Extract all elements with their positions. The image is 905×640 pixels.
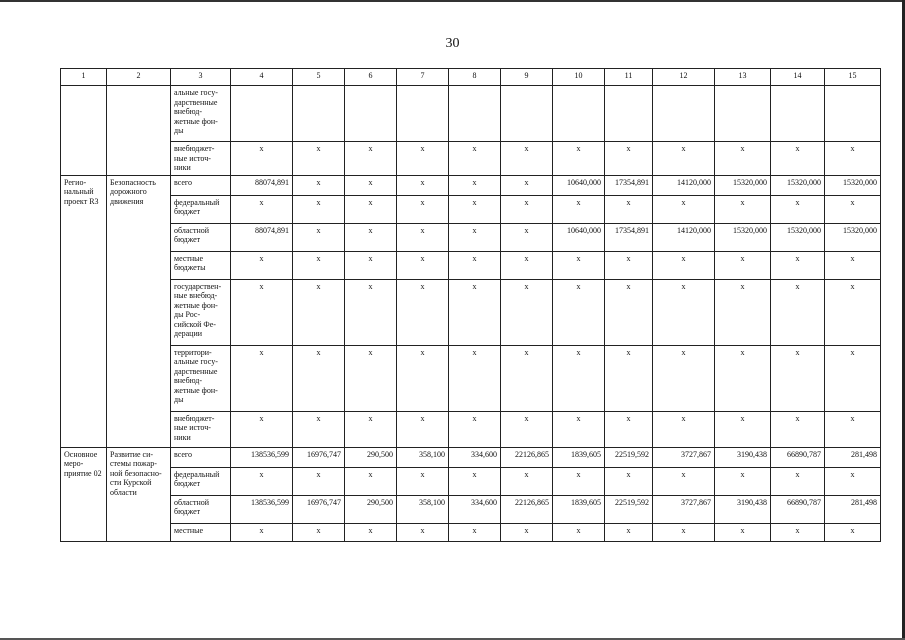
value-cell: x [715, 279, 771, 345]
header-cell: 1 [61, 69, 107, 86]
value-cell [605, 86, 653, 142]
value-cell: x [553, 195, 605, 223]
value-cell: x [231, 467, 293, 495]
header-cell: 15 [825, 69, 881, 86]
value-cell: x [605, 195, 653, 223]
value-cell: x [653, 345, 715, 411]
value-cell: 16976,747 [293, 495, 345, 523]
table-row [61, 251, 881, 279]
value-cell: x [345, 142, 397, 176]
value-cell: 3190,438 [715, 447, 771, 467]
value-cell: 334,600 [449, 495, 501, 523]
value-cell: 138536,599 [231, 447, 293, 467]
value-cell: x [653, 467, 715, 495]
header-cell: 9 [501, 69, 553, 86]
value-cell: x [449, 467, 501, 495]
value-cell: 22519,592 [605, 495, 653, 523]
value-cell: 14120,000 [653, 175, 715, 195]
value-cell: x [825, 142, 881, 176]
value-cell: x [715, 142, 771, 176]
value-cell [293, 86, 345, 142]
value-cell: 15320,000 [825, 175, 881, 195]
value-cell: x [653, 195, 715, 223]
value-cell: x [501, 279, 553, 345]
value-cell: x [449, 223, 501, 251]
value-cell: 15320,000 [825, 223, 881, 251]
header-cell: 12 [653, 69, 715, 86]
table-row [61, 223, 881, 251]
source-label-cell: государствен-ные внебюд-жетные фон-ды Рос-сийской Фе-дерации [171, 279, 231, 345]
header-row [61, 69, 881, 86]
value-cell: x [293, 195, 345, 223]
scan-edge-top [0, 0, 905, 2]
value-cell: x [345, 279, 397, 345]
value-cell: x [715, 251, 771, 279]
value-cell: 15320,000 [715, 175, 771, 195]
value-cell: x [345, 523, 397, 541]
value-cell: x [501, 175, 553, 195]
source-label-cell: альные госу-дарственные внебюд-жетные фон-ды [171, 86, 231, 142]
value-cell: x [293, 523, 345, 541]
value-cell: x [449, 195, 501, 223]
value-cell: x [397, 195, 449, 223]
value-cell: x [501, 467, 553, 495]
value-cell: x [397, 223, 449, 251]
value-cell: 290,500 [345, 447, 397, 467]
value-cell: x [449, 142, 501, 176]
source-label-cell: федеральный бюджет [171, 467, 231, 495]
value-cell: x [825, 523, 881, 541]
table-row [61, 279, 881, 345]
program-cell: Регио-нальный проект R3 [61, 175, 107, 447]
value-cell: x [449, 345, 501, 411]
source-label-cell: федеральный бюджет [171, 195, 231, 223]
table-row [61, 495, 881, 523]
value-cell: x [771, 523, 825, 541]
source-label-cell: всего [171, 175, 231, 195]
page-number: 30 [445, 36, 460, 51]
value-cell: x [345, 195, 397, 223]
value-cell: x [653, 142, 715, 176]
value-cell: 10640,000 [553, 223, 605, 251]
value-cell: x [449, 175, 501, 195]
value-cell: x [605, 411, 653, 447]
value-cell: x [397, 175, 449, 195]
value-cell: x [231, 411, 293, 447]
value-cell: x [397, 345, 449, 411]
value-cell: x [293, 223, 345, 251]
table-row [61, 142, 881, 176]
value-cell: x [345, 467, 397, 495]
value-cell [553, 86, 605, 142]
program-name-cell: Безопасность дорожного движения [107, 175, 171, 447]
header-cell: 6 [345, 69, 397, 86]
value-cell: x [501, 223, 553, 251]
value-cell: x [397, 411, 449, 447]
value-cell: x [449, 523, 501, 541]
value-cell: 281,498 [825, 447, 881, 467]
value-cell: x [771, 279, 825, 345]
value-cell: 3190,438 [715, 495, 771, 523]
value-cell [771, 86, 825, 142]
value-cell: x [293, 279, 345, 345]
value-cell: 10640,000 [553, 175, 605, 195]
value-cell: 22519,592 [605, 447, 653, 467]
table-row [61, 195, 881, 223]
program-cell: Основное меро-приятие 02 [61, 447, 107, 541]
header-cell: 14 [771, 69, 825, 86]
table-row [61, 345, 881, 411]
header-cell: 10 [553, 69, 605, 86]
value-cell: x [553, 142, 605, 176]
value-cell: x [231, 345, 293, 411]
value-cell: 66890,787 [771, 495, 825, 523]
value-cell: 88074,891 [231, 175, 293, 195]
value-cell: x [449, 251, 501, 279]
value-cell: 3727,867 [653, 495, 715, 523]
program-cell [61, 86, 107, 176]
source-label-cell: областной бюджет [171, 223, 231, 251]
value-cell: x [293, 467, 345, 495]
value-cell: x [293, 142, 345, 176]
value-cell: x [553, 467, 605, 495]
value-cell: x [293, 411, 345, 447]
value-cell: x [771, 411, 825, 447]
value-cell: x [715, 523, 771, 541]
value-cell [449, 86, 501, 142]
value-cell: x [397, 251, 449, 279]
source-label-cell: внебюджет-ные источ-ники [171, 411, 231, 447]
value-cell: x [345, 345, 397, 411]
value-cell: 358,100 [397, 447, 449, 467]
value-cell: 358,100 [397, 495, 449, 523]
value-cell: x [553, 523, 605, 541]
table-row [61, 86, 881, 142]
source-label-cell: местные бюджеты [171, 251, 231, 279]
value-cell: x [501, 142, 553, 176]
value-cell [345, 86, 397, 142]
value-cell [231, 86, 293, 142]
value-cell: x [553, 279, 605, 345]
value-cell: x [231, 279, 293, 345]
value-cell: x [825, 345, 881, 411]
value-cell: x [653, 279, 715, 345]
value-cell: x [605, 279, 653, 345]
header-cell: 13 [715, 69, 771, 86]
value-cell: x [501, 345, 553, 411]
value-cell [653, 86, 715, 142]
value-cell: 138536,599 [231, 495, 293, 523]
value-cell: x [449, 411, 501, 447]
value-cell [501, 86, 553, 142]
source-label-cell: всего [171, 447, 231, 467]
value-cell: 15320,000 [771, 175, 825, 195]
value-cell: 1839,605 [553, 447, 605, 467]
table-row [61, 411, 881, 447]
value-cell: x [715, 411, 771, 447]
value-cell: x [501, 251, 553, 279]
value-cell: x [605, 142, 653, 176]
value-cell: x [715, 467, 771, 495]
budget-table [60, 68, 881, 542]
value-cell: x [397, 523, 449, 541]
value-cell: 17354,891 [605, 223, 653, 251]
value-cell: x [715, 345, 771, 411]
value-cell: x [605, 345, 653, 411]
value-cell: x [715, 195, 771, 223]
header-cell: 11 [605, 69, 653, 86]
table-row [61, 467, 881, 495]
value-cell: 16976,747 [293, 447, 345, 467]
value-cell: 88074,891 [231, 223, 293, 251]
value-cell: x [293, 175, 345, 195]
value-cell: x [501, 523, 553, 541]
value-cell: x [501, 411, 553, 447]
source-label-cell: местные [171, 523, 231, 541]
value-cell: x [605, 467, 653, 495]
header-cell: 2 [107, 69, 171, 86]
value-cell: x [605, 251, 653, 279]
value-cell: x [231, 142, 293, 176]
value-cell: 22126,865 [501, 447, 553, 467]
value-cell: x [553, 411, 605, 447]
value-cell: x [345, 175, 397, 195]
value-cell: x [825, 279, 881, 345]
value-cell: x [605, 523, 653, 541]
value-cell: x [825, 467, 881, 495]
value-cell: x [293, 345, 345, 411]
value-cell: 15320,000 [715, 223, 771, 251]
source-label-cell: внебюджет-ные источ-ники [171, 142, 231, 176]
value-cell: 290,500 [345, 495, 397, 523]
value-cell: x [501, 195, 553, 223]
value-cell: x [397, 467, 449, 495]
program-name-cell [107, 86, 171, 176]
value-cell: 15320,000 [771, 223, 825, 251]
source-label-cell: территори-альные госу-дарственные внебюд-жетные фон-ды [171, 345, 231, 411]
value-cell: x [231, 523, 293, 541]
value-cell: 17354,891 [605, 175, 653, 195]
header-cell: 4 [231, 69, 293, 86]
value-cell [715, 86, 771, 142]
header-cell: 5 [293, 69, 345, 86]
value-cell: x [553, 251, 605, 279]
header-cell: 7 [397, 69, 449, 86]
value-cell: x [553, 345, 605, 411]
value-cell: x [231, 251, 293, 279]
program-name-cell: Развитие си-стемы пожар-ной безопасно-сти Курской области [107, 447, 171, 541]
value-cell: x [653, 251, 715, 279]
value-cell: x [825, 251, 881, 279]
value-cell: x [345, 411, 397, 447]
value-cell: x [397, 142, 449, 176]
value-cell: 3727,867 [653, 447, 715, 467]
value-cell: x [771, 195, 825, 223]
value-cell: x [293, 251, 345, 279]
value-cell: x [771, 251, 825, 279]
value-cell: x [397, 279, 449, 345]
value-cell: x [771, 467, 825, 495]
value-cell: x [345, 223, 397, 251]
value-cell: x [653, 523, 715, 541]
value-cell: 334,600 [449, 447, 501, 467]
value-cell [397, 86, 449, 142]
value-cell: 22126,865 [501, 495, 553, 523]
value-cell: x [653, 411, 715, 447]
value-cell: x [231, 195, 293, 223]
value-cell: 281,498 [825, 495, 881, 523]
value-cell: x [771, 142, 825, 176]
value-cell: x [825, 195, 881, 223]
value-cell: x [771, 345, 825, 411]
value-cell: 66890,787 [771, 447, 825, 467]
header-cell: 3 [171, 69, 231, 86]
table-row [61, 523, 881, 541]
value-cell: 1839,605 [553, 495, 605, 523]
table-row [61, 175, 881, 195]
table-row [61, 447, 881, 467]
source-label-cell: областной бюджет [171, 495, 231, 523]
value-cell: 14120,000 [653, 223, 715, 251]
value-cell [825, 86, 881, 142]
value-cell: x [825, 411, 881, 447]
value-cell: x [449, 279, 501, 345]
header-cell: 8 [449, 69, 501, 86]
value-cell: x [345, 251, 397, 279]
